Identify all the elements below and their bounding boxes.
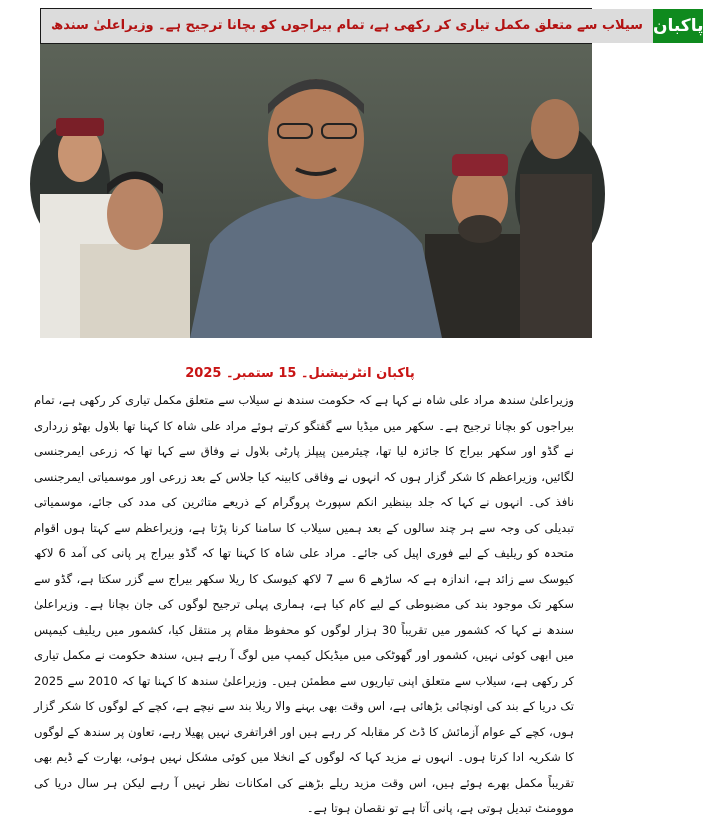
article-body [34,388,574,822]
brand-logo: پاکبان [653,9,703,43]
banner-headline: سیلاب سے متعلق مکمل تیاری کر رکھی ہے، تمام بیراجوں کو بچانا ترجیح ہے۔ وزیراعلیٰ سندھ [41,9,653,43]
news-photo [40,44,592,338]
midleft-man-face [107,178,163,250]
left-man-cap [56,118,104,136]
farright-man-face [531,99,579,159]
headline-banner [40,8,703,44]
right-man-beard [458,215,502,243]
farright-man-coat [520,174,592,338]
article-paragraph: وزیراعلیٰ سندھ مراد علی شاہ نے کہا ہے کہ حکومت سندھ نے سیلاب سے متعلق مکمل تیاری کر رکھی ہے، تمام بیراجوں کو بچانا ترجیح ہے۔ سکھر میں میڈیا سے گفتگو کرتے ہوئے مراد علی شاہ کا کہنا تھا بلاول بھٹو زرداری نے گڈو اور سکھر بیراج کا جائزہ لیا تھا، چیئرمین پیپلز پارٹی بلاول نے وفاق سے کہا تھا کہ زرعی ایمرجنسی لگائیں، وزیراعظم کا شکر گزار ہوں کہ انہوں نے وفاقی کابینہ کیا جلاس کے بعد زرعی اور موسمیاتی ایمرجنسی نافذ کی۔ انہوں نے کہا کہ جلد بینظیر انکم سپورٹ پروگرام کے ذریعے متاثرین کی مدد کی جائے، موسمیاتی تبدیلی کی وجہ سے ہر چند سالوں کے بعد ہمیں سیلاب کا سامنا کرنا پڑتا ہے، وزیراعظم سے کہتا ہوں اقوام متحدہ کو ریلیف کے لیے فوری اپیل کی جائے۔ مراد علی شاہ کا کہنا تھا کہ گڈو بیراج پر پانی کی آمد 6 لاکھ کیوسک سے زائد ہے، اندازہ ہے کہ ساڑھے 6 سے 7 لاکھ کیوسک کا ریلا سکھر بیراج سے گزر سکتا ہے، گڈو سے سکھر تک موجود بند کی مضبوطی کے لیے کام کیا ہے، ہماری پہلی ترجیح لوگوں کی جان بچانا ہے۔ وزیراعلیٰ سندھ نے کہا کہ کشمور میں تقریباً 30 ہزار لوگوں کو محفوظ مقام پر منتقل کیا، کشمور میں ریلیف کیمپس میں ابھی کوئی نہیں، کشمور اور گھوٹکی میں میڈیکل کیمپ میں لوگ آ رہے ہیں، سندھ حکومت نے مکمل تیاری کر رکھی ہے، سیلاب سے متعلق اپنی تیاریوں سے مطمئن ہیں۔ وزیراعلیٰ سندھ کا کہنا تھا کہ 2010 سے 2025 تک دریا کے بند کی اونچائی بڑھائی ہے، اس وقت بھی بہنے والا ریلا بند سے نیچے ہے، کچے کے لوگوں کا شکر گزار ہوں، کچے کے عوام آزمائش کا ڈٹ کر مقابلہ کر رہے ہیں اور افراتفری نہیں پھیلا رہے، تعاون پر سندھ کے لوگوں کا شکریہ ادا کرتا ہوں۔ انہوں نے مزید کہا کہ لوگوں کے انخلا میں کوئی مشکل نہیں ہوئی، بھارت کے ڈیم بھی تقریباً مکمل بھرے ہوئے ہیں، اس وقت مزید ریلے بڑھنے کی امکانات نظر نہیں آ رہے لیکن ہر سال دریا کی موومنٹ تبدیل ہوتی ہے، پانی آتا ہے تو نقصان ہوتا ہے۔ [34,393,574,815]
right-man-cap [452,154,508,176]
dateline: پاکبان انٹرنیشنل۔ 15 ستمبر۔ 2025 [185,366,415,381]
right-man-coat [425,234,535,338]
midleft-man-shirt [80,244,190,338]
press-conference-image [40,44,592,338]
